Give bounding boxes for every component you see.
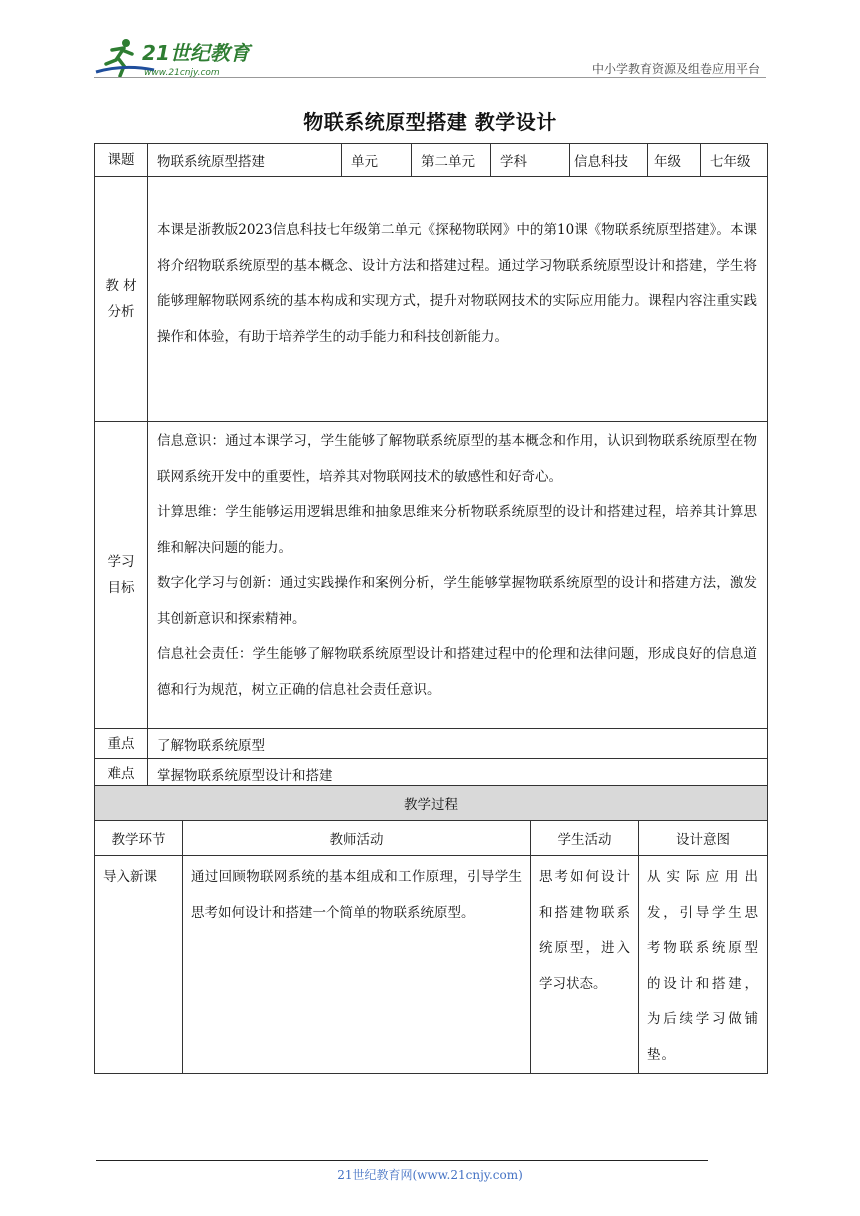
analysis-text: 本课是浙教版2023信息科技七年级第二单元《探秘物联网》中的第10课《物联系统原型搭建》。本课将介绍物联系统原型的基本概念、设计方法和搭建过程。通过学习物联系统原型设计和搭建，学生将能够理解物联网系统的基本构成和实现方式，提升对物联网技术的实际应用能力。课程内容注重实践操作和体验，有助于培养学生的动手能力和科技创新能力。 <box>157 222 757 345</box>
teaching-process-table <box>94 785 768 1074</box>
topic-value: 物联系统原型搭建 <box>148 144 342 177</box>
header-intent: 设计意图 <box>639 821 768 856</box>
stage-cell: 导入新课 <box>95 856 183 1074</box>
lesson-info-table <box>94 143 768 789</box>
analysis-row <box>95 177 768 422</box>
difficulty-label: 难点 <box>95 759 148 789</box>
logo-url: www.21cnjy.com <box>144 68 220 78</box>
key-point-value: 了解物联系统原型 <box>148 729 768 759</box>
analysis-label-line2: 分析 <box>107 304 135 320</box>
header-divider <box>94 77 766 78</box>
goals-label-line2: 目标 <box>107 580 135 596</box>
goal-item: 信息意识：通过本课学习，学生能够了解物联系统原型的基本概念和作用，认识到物联系统原型在物联网系统开发中的重要性，培养其对物联网技术的敏感性和好奇心。 <box>157 433 757 485</box>
site-logo[interactable] <box>94 36 264 78</box>
teacher-activity-cell: 通过回顾物联网系统的基本组成和工作原理，引导学生思考如何设计和搭建一个简单的物联系统原型。 <box>183 856 531 1074</box>
table-row <box>95 856 768 1074</box>
analysis-label-line1: 教 材 <box>105 278 137 294</box>
design-intent-cell: 从实际应用出发，引导学生思考物联系统原型的设计和搭建，为后续学习做铺垫。 <box>639 856 768 1074</box>
student-activity-cell: 思考如何设计和搭建物联系统原型，进入学习状态。 <box>531 856 639 1074</box>
unit-value: 第二单元 <box>412 144 491 177</box>
grade-value: 七年级 <box>701 144 768 177</box>
header-student: 学生活动 <box>531 821 639 856</box>
process-title-row <box>95 786 768 821</box>
goal-item: 信息社会责任：学生能够了解物联系统原型设计和搭建过程中的伦理和法律问题，形成良好的信息道德和行为规范，树立正确的信息社会责任意识。 <box>157 646 757 698</box>
goals-label-line1: 学习 <box>107 554 135 570</box>
platform-tagline: 中小学教育资源及组卷应用平台 <box>591 62 760 76</box>
goals-row <box>95 422 768 729</box>
page-title: 物联系统原型搭建 教学设计 <box>303 110 557 134</box>
analysis-content <box>148 177 768 422</box>
analysis-label <box>95 177 148 422</box>
logo-text: 21世纪教育 <box>142 41 250 65</box>
header-teacher: 教师活动 <box>183 821 531 856</box>
info-row <box>95 144 768 177</box>
footer-divider <box>96 1160 708 1161</box>
key-point-label: 重点 <box>95 729 148 759</box>
process-header-row <box>95 821 768 856</box>
difficulty-value: 掌握物联系统原型设计和搭建 <box>148 759 768 789</box>
process-title: 教学过程 <box>95 786 768 821</box>
difficulty-row <box>95 759 768 789</box>
goals-content <box>148 422 768 729</box>
topic-label: 课题 <box>95 144 148 177</box>
page-header <box>94 30 766 78</box>
subject-label: 学科 <box>491 144 570 177</box>
goal-item: 计算思维：学生能够运用逻辑思维和抽象思维来分析物联系统原型的设计和搭建过程，培养其计算思维和解决问题的能力。 <box>157 504 757 556</box>
header-stage: 教学环节 <box>95 821 183 856</box>
grade-label: 年级 <box>648 144 701 177</box>
goal-item: 数字化学习与创新：通过实践操作和案例分析，学生能够掌握物联系统原型的设计和搭建方法，激发其创新意识和探索精神。 <box>157 575 757 627</box>
key-point-row <box>95 729 768 759</box>
subject-value: 信息科技 <box>570 144 648 177</box>
footer-link[interactable]: 21世纪教育网(www.21cnjy.com) <box>337 1168 523 1182</box>
unit-label: 单元 <box>342 144 412 177</box>
goals-label <box>95 422 148 729</box>
